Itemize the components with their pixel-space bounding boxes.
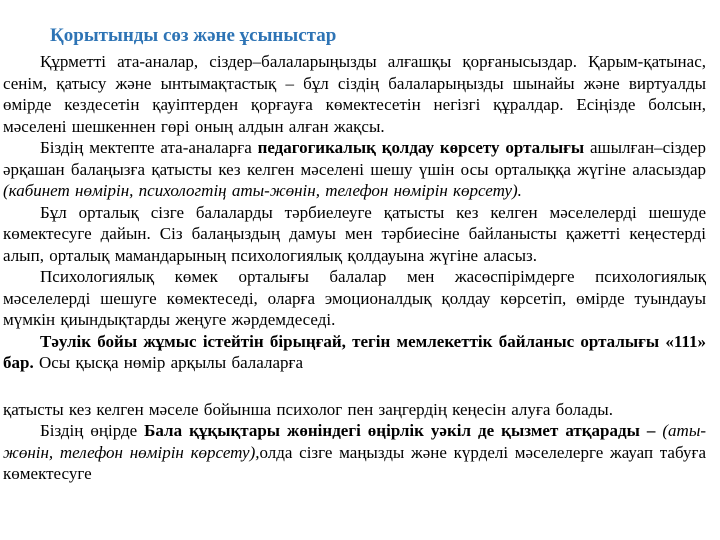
text-run: – [639, 421, 663, 440]
paragraph [3, 137, 706, 202]
paragraph [3, 202, 706, 267]
text-run: педагогикалық қолдау көрсету орталығы [257, 138, 585, 157]
text-run: Құрметті ата-аналар, сіздер–балаларыңызды алғашқы қорғанысыздар. Қарым-қатынас, сенім, қатысу және ынтымақтастық – бұл сіздің балаларыңызды шынайы және виртуалды өмірде кездесетін қауіптерден қорғауға көмектесетін негізгі құралдар. Есіңізде болсын, мәселені шешкеннен гөрі оның алдын алған жақсы. [3, 52, 706, 136]
text-run: Психологиялық көмек орталығы балалар мен жасөспірімдерге психологиялық мәселелерді шешуге көмектеседі, оларға эмоционалдық қолдау көрсетіп, өмірде туындауы мүмкін қиындықтарды жеңуге жәрдемдеседі. [3, 267, 706, 329]
paragraph [3, 399, 706, 421]
page-title: Қорытынды сөз және ұсыныстар [50, 25, 337, 46]
paragraph [3, 266, 706, 331]
text-run: Біздің өңірде [40, 421, 145, 440]
text-run: Тәулік бойы жұмыс істейтін бірыңғай, тегін мемлекеттік байланыс орталығы «111» бар. [3, 331, 706, 372]
text-run: Бала құқықтары жөніндегі өңірлік уәкіл де қызмет атқарады [144, 421, 640, 440]
text-run: (кабинет нөмірін, психологтің аты-жөнін, телефон нөмірін көрсету). [3, 181, 522, 200]
paragraph [3, 331, 706, 374]
text-run: (аты-жөнін, телефон нөмірін көрсету), [3, 421, 707, 462]
slide-body [3, 51, 706, 485]
text-run: ашылған–сіздер әрқашан балаңызға қатысты кез келген мәселені шешу үшін осы орталыққа жүгіне аласыздар [3, 138, 706, 179]
text-run: Осы қысқа нөмір арқылы балаларға [33, 353, 304, 372]
text-run: Біздің мектепте ата-аналарға [40, 138, 258, 157]
text-run: олда сізге маңызды және күрделі мәселелерге жауап табуға көмектесуге [3, 442, 706, 483]
text-gap [3, 374, 706, 399]
text-run: Бұл орталық сізге балаларды тәрбиелеуге қатысты кез келген мәселелерді шешуде көмектесуге дайын. Сіз балаңыздың дамуы мен тәрбиесіне байланысты қажетті кеңестерді алып, орталық мамандарының психологиялық қолдауына жүгіне аласыз. [3, 202, 706, 265]
paragraph [3, 51, 706, 137]
paragraph [3, 420, 706, 485]
text-run: қатысты кез келген мәселе бойынша психолог пен заңгердің кеңесін алуға болады. [3, 399, 613, 419]
